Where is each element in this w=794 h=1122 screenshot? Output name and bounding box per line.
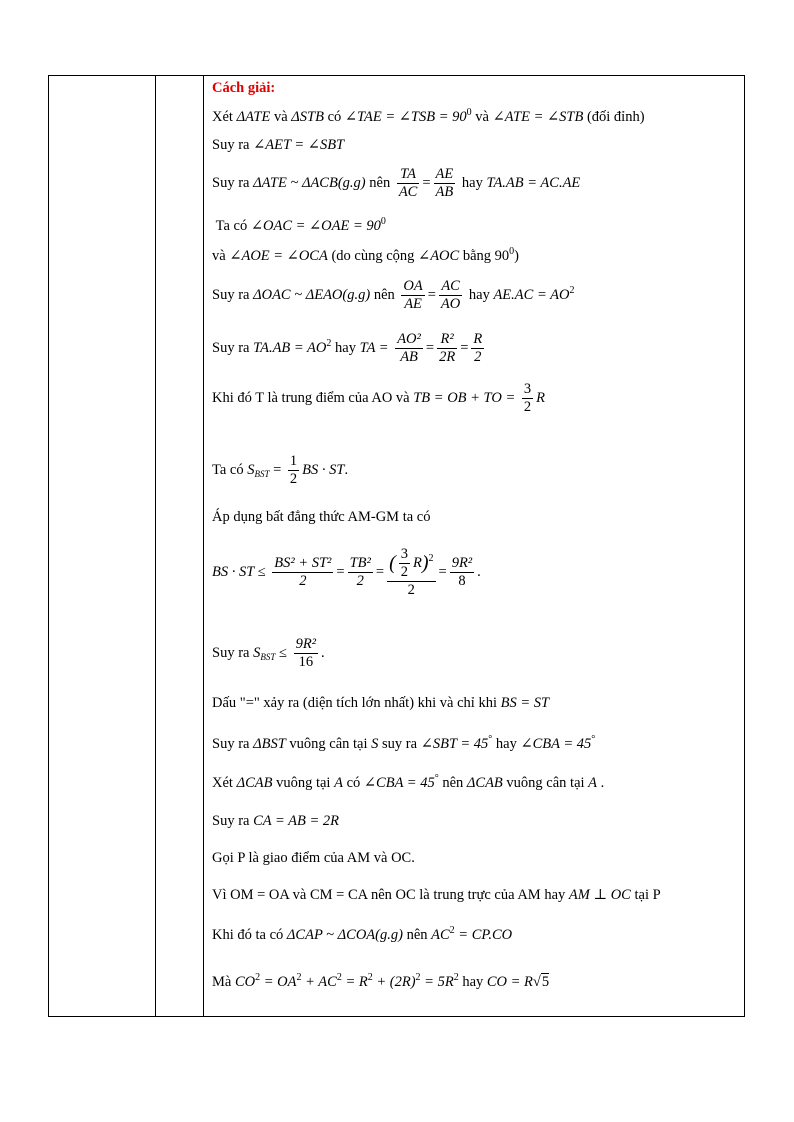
step-7: Suy ra $TA.AB = AO^2$ hay TA = $\frac{\text{AO²}}{AB}$ = $\frac{\text{R²}}{2R}$ = $\frac{R}{2}$: [212, 331, 483, 365]
step-12: Suy ra $S_{BST}$ ≤ $\frac{\text{9R²}}{16}$ .: [212, 636, 325, 670]
step-10: Áp dụng bất đẳng thức AM-GM ta có: [212, 509, 431, 525]
step-5: và ∠AOE = ∠OCA (do cùng cộng ∠AOC bằng $90^0$): [212, 246, 519, 264]
step-13: Dấu "=" xảy ra (diện tích lớn nhất) khi và chỉ khi BS = ST: [212, 695, 550, 711]
step-11: BS · ST ≤ $\frac{\text{BS² + ST²}}{2}$ = $\frac{\text{TB²}}{2}$ = ( $\frac{3}{2}$ R)$^2$ 2 = $\frac{\text{9R²}}{8}$ .: [212, 546, 481, 598]
solution-table: [48, 75, 745, 1017]
step-2: Suy ra ∠AET = ∠SBT: [212, 137, 345, 153]
step-19: Khi đó ta có ΔCAP ~ ΔCOA(g.g) nên $AC^2 = CP.CO$: [212, 925, 513, 943]
step-14: Suy ra ΔBST vuông cân tại S suy ra ∠SBT = 45° hay ∠CBA = 45°: [212, 734, 596, 752]
solution-cell: [212, 76, 744, 1016]
column-divider-2: [203, 76, 204, 1016]
step-20: Mà $CO^2 = OA^2 + AC^2 = R^2 + (2R)^2 = 5R^2$ hay CO = R√5: [212, 972, 550, 990]
step-3: Suy ra ΔATE ~ ΔACB(g.g) nên $\frac{TA}{AC}$ = $\frac{AE}{AB}$ hay TA.AB = AC.AE: [212, 166, 581, 200]
step-16: Suy ra CA = AB = 2R: [212, 813, 339, 829]
step-15: Xét ΔCAB vuông tại A có ∠CBA = 45° nên ΔCAB vuông cân tại A .: [212, 773, 605, 791]
step-17: Gọi P là giao điểm của AM và OC.: [212, 850, 415, 866]
step-18: Vì OM = OA và CM = CA nên OC là trung trực của AM hay AM ⊥ OC tại P: [212, 887, 661, 903]
step-1: Xét ΔATE và ΔSTB có ∠TAE = ∠TSB = $90^0$ và ∠ATE = ∠STB (đối đỉnh): [212, 107, 645, 125]
step-6: Suy ra ΔOAC ~ ΔEAO(g.g) nên $\frac{OA}{AE}$ = $\frac{AC}{AO}$ hay $AE.AC = AO^2$: [212, 278, 575, 312]
step-9: Ta có $S_{BST}$ = $\frac{1}{2}$ BS · ST.: [212, 453, 349, 487]
step-4: Ta có ∠OAC = ∠OAE = $90^0$: [215, 216, 386, 234]
step-8: Khi đó T là trung điểm của AO và TB = OB + TO = $\frac{3}{2}$ R: [212, 381, 545, 415]
section-title: Cách giải:: [212, 80, 276, 96]
column-divider-1: [155, 76, 156, 1016]
sqrt-icon: √: [532, 974, 541, 990]
